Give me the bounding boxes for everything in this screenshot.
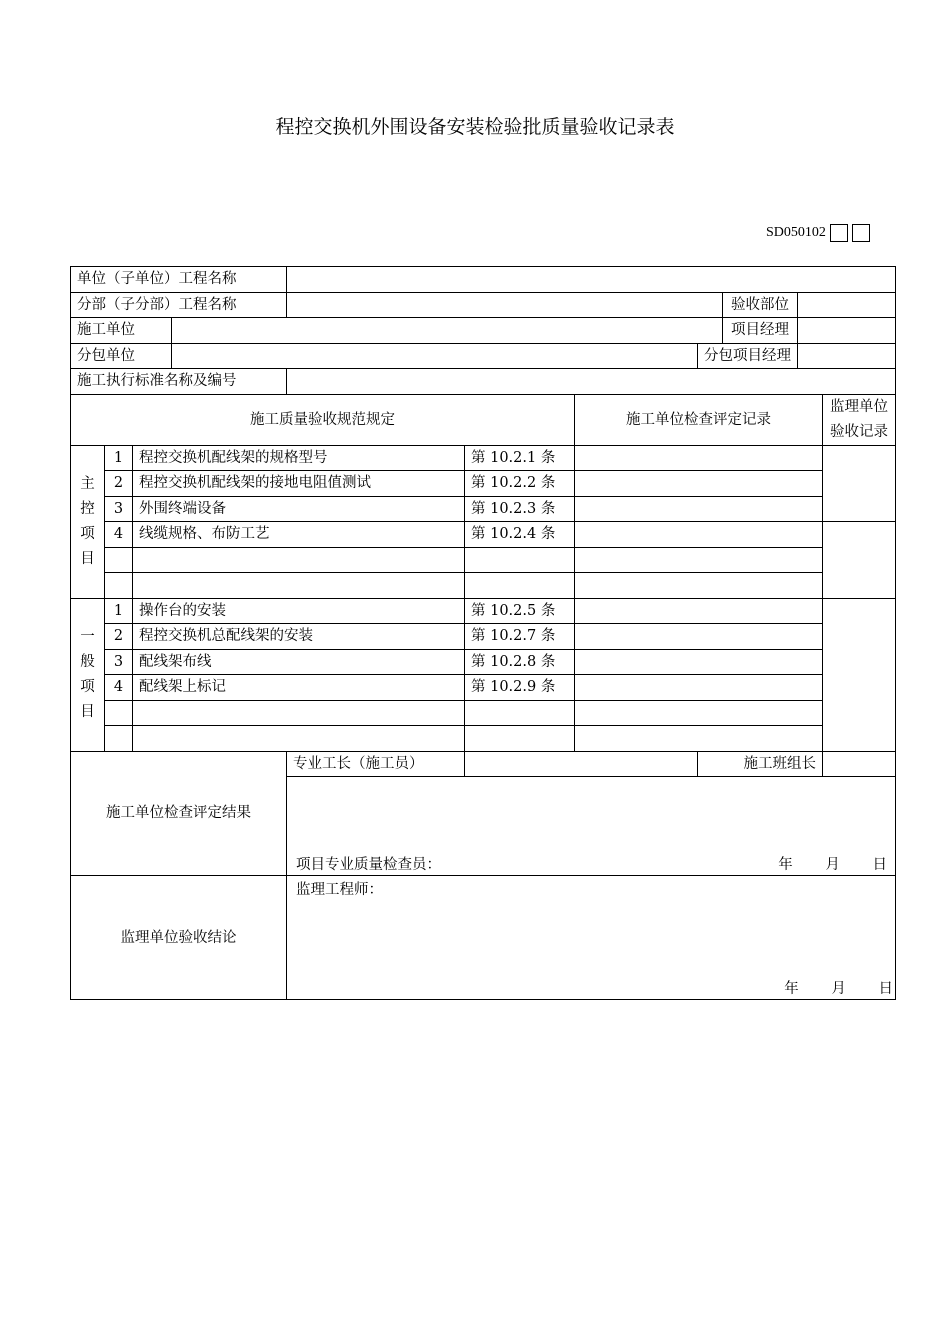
item-no: 1	[105, 445, 133, 471]
item-clause: 第 10.2.8 条	[465, 649, 575, 675]
item-name: 程控交换机配线架的接地电阻值测试	[133, 471, 465, 497]
label-engineer: 监理工程师：	[296, 882, 383, 898]
field-standard[interactable]	[287, 369, 896, 395]
info-row-subcontractor	[71, 343, 896, 369]
conclusion-field[interactable]	[287, 876, 896, 1000]
general-item-row	[71, 649, 896, 675]
item-check-field[interactable]	[575, 598, 823, 624]
conclusion-year: 年	[784, 981, 799, 997]
item-check-field[interactable]	[575, 496, 823, 522]
header-supervision	[823, 394, 896, 445]
result-field[interactable]	[287, 777, 896, 876]
conclusion-row	[71, 876, 896, 1000]
empty-clause[interactable]	[465, 726, 575, 752]
conclusion-day: 日	[878, 981, 893, 997]
label-project-manager: 项目经理	[723, 318, 798, 344]
field-constructor[interactable]	[172, 318, 723, 344]
field-foreman[interactable]	[465, 751, 698, 777]
form-code-text: SD050102	[766, 225, 826, 240]
item-clause: 第 10.2.5 条	[465, 598, 575, 624]
label-subcontractor: 分包单位	[71, 343, 172, 369]
item-no: 4	[105, 675, 133, 701]
form-code	[766, 224, 870, 242]
item-name: 程控交换机总配线架的安装	[133, 624, 465, 650]
result-foreman-row	[71, 751, 896, 777]
item-no: 3	[105, 649, 133, 675]
info-row-constructor	[71, 318, 896, 344]
item-clause: 第 10.2.1 条	[465, 445, 575, 471]
general-empty-row	[71, 700, 896, 726]
item-clause: 第 10.2.2 条	[465, 471, 575, 497]
acceptance-form-table	[70, 266, 896, 1000]
empty-clause[interactable]	[465, 573, 575, 599]
item-name: 线缆规格、布防工艺	[133, 522, 465, 548]
item-no: 2	[105, 624, 133, 650]
field-team-leader[interactable]	[823, 751, 896, 777]
label-sub-project: 分部（子分部）工程名称	[71, 292, 287, 318]
item-name: 操作台的安装	[133, 598, 465, 624]
info-row-sub	[71, 292, 896, 318]
main-supervision-field-a[interactable]	[823, 445, 896, 522]
label-team-leader: 施工班组长	[698, 751, 823, 777]
main-empty-row	[71, 547, 896, 573]
field-sub-project[interactable]	[287, 292, 723, 318]
item-name: 程控交换机配线架的规格型号	[133, 445, 465, 471]
empty-no[interactable]	[105, 726, 133, 752]
code-box-1[interactable]	[830, 224, 848, 242]
general-supervision-field[interactable]	[823, 598, 896, 751]
label-unit-project: 单位（子单位）工程名称	[71, 267, 287, 293]
item-name: 外围终端设备	[133, 496, 465, 522]
info-row-standard	[71, 369, 896, 395]
label-foreman: 专业工长（施工员）	[287, 751, 465, 777]
header-check-record: 施工单位检查评定记录	[575, 394, 823, 445]
conclusion-date	[756, 981, 893, 997]
field-project-manager[interactable]	[798, 318, 896, 344]
item-check-field[interactable]	[575, 522, 823, 548]
empty-check-field[interactable]	[575, 726, 823, 752]
header-row	[71, 394, 896, 445]
empty-name[interactable]	[133, 573, 465, 599]
item-clause: 第 10.2.9 条	[465, 675, 575, 701]
header-supervision-line1: 监理单位	[830, 398, 888, 415]
conclusion-label: 监理单位验收结论	[71, 876, 287, 1000]
field-sub-manager[interactable]	[798, 343, 896, 369]
item-check-field[interactable]	[575, 624, 823, 650]
item-clause: 第 10.2.7 条	[465, 624, 575, 650]
main-group-label: 主 控 项 目	[71, 445, 105, 598]
info-row-unit	[71, 267, 896, 293]
result-year: 年	[778, 857, 793, 873]
item-no: 1	[105, 598, 133, 624]
result-date	[750, 857, 887, 873]
result-day: 日	[872, 857, 887, 873]
empty-no[interactable]	[105, 547, 133, 573]
empty-name[interactable]	[133, 726, 465, 752]
item-no: 3	[105, 496, 133, 522]
field-acceptance-part[interactable]	[798, 292, 896, 318]
item-no: 4	[105, 522, 133, 548]
general-item-row	[71, 598, 896, 624]
general-empty-row	[71, 726, 896, 752]
item-name: 配线架布线	[133, 649, 465, 675]
result-label: 施工单位检查评定结果	[71, 751, 287, 876]
empty-check-field[interactable]	[575, 547, 823, 573]
item-check-field[interactable]	[575, 649, 823, 675]
header-spec: 施工质量验收规范规定	[71, 394, 575, 445]
main-empty-row	[71, 573, 896, 599]
result-month: 月	[825, 857, 840, 873]
empty-check-field[interactable]	[575, 700, 823, 726]
general-group-label: 一 般 项 目	[71, 598, 105, 751]
empty-clause[interactable]	[465, 700, 575, 726]
item-no: 2	[105, 471, 133, 497]
item-name: 配线架上标记	[133, 675, 465, 701]
conclusion-month: 月	[831, 981, 846, 997]
main-item-row	[71, 522, 896, 548]
field-subcontractor[interactable]	[172, 343, 698, 369]
label-acceptance-part: 验收部位	[723, 292, 798, 318]
item-check-field[interactable]	[575, 445, 823, 471]
label-sub-manager: 分包项目经理	[698, 343, 798, 369]
empty-no[interactable]	[105, 700, 133, 726]
item-check-field[interactable]	[575, 675, 823, 701]
code-box-2[interactable]	[852, 224, 870, 242]
item-check-field[interactable]	[575, 471, 823, 497]
main-item-row	[71, 445, 896, 471]
empty-clause[interactable]	[465, 547, 575, 573]
item-clause: 第 10.2.4 条	[465, 522, 575, 548]
empty-check-field[interactable]	[575, 573, 823, 599]
field-unit-project[interactable]	[287, 267, 896, 293]
general-item-row	[71, 624, 896, 650]
label-standard: 施工执行标准名称及编号	[71, 369, 287, 395]
empty-no[interactable]	[105, 573, 133, 599]
item-clause: 第 10.2.3 条	[465, 496, 575, 522]
main-supervision-field-b[interactable]	[823, 522, 896, 599]
main-item-row	[71, 496, 896, 522]
label-constructor: 施工单位	[71, 318, 172, 344]
general-item-row	[71, 675, 896, 701]
label-inspector: 项目专业质量检查员：	[296, 857, 441, 873]
header-supervision-line2: 验收记录	[830, 423, 888, 440]
empty-name[interactable]	[133, 547, 465, 573]
form-title: 程控交换机外围设备安装检验批质量验收记录表	[275, 116, 675, 138]
main-item-row	[71, 471, 896, 497]
empty-name[interactable]	[133, 700, 465, 726]
